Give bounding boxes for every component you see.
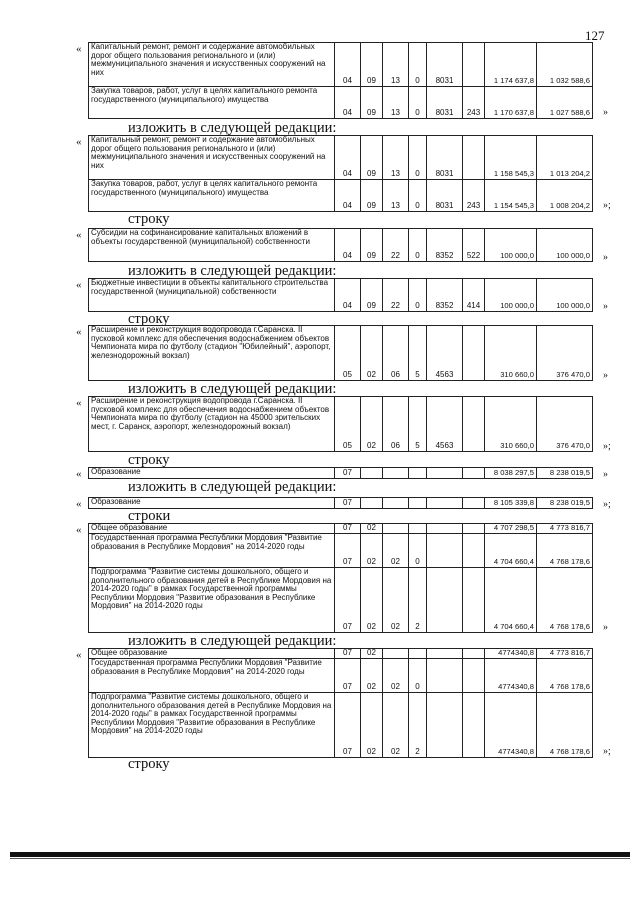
cell-expense-type-code: 522 [463,229,485,262]
cell-program-code: 02 [383,534,409,568]
cell-expense-type-code [463,397,485,452]
cell-amount-year2: 4 768 178,6 [537,568,593,633]
budget-table-revised-1 [88,135,593,212]
cell-amount-year2: 376 470,0 [537,326,593,381]
cell-amount-year2: 8 238 019,5 [537,468,593,479]
instruction-heading: строку [128,311,170,327]
cell-direction-code [427,649,463,659]
cell-direction-code [427,524,463,534]
cell-direction-code [427,534,463,568]
cell-direction-code: 8352 [427,229,463,262]
cell-direction-code [427,659,463,693]
open-quote: « [76,649,82,661]
table-row [89,693,593,758]
cell-direction-code: 8031 [427,180,463,212]
cell-amount-year2: 1 032 588,6 [537,43,593,87]
cell-program-code: 13 [383,136,409,180]
cell-amount-year1: 4774340,8 [485,649,537,659]
cell-subprogram-code [409,468,427,479]
bottom-border-rule [10,852,630,857]
cell-program-code [383,649,409,659]
cell-expense-type-code [463,649,485,659]
cell-section-code: 07 [335,568,361,633]
open-quote: « [76,279,82,291]
table-row [89,524,593,534]
cell-amount-year1: 4774340,8 [485,693,537,758]
cell-direction-code [427,693,463,758]
cell-subsection-code: 02 [361,326,383,381]
table-row [89,498,593,509]
close-quote: » [603,469,608,480]
close-quote: » [603,107,608,118]
cell-direction-code: 8031 [427,136,463,180]
cell-amount-year1: 1 158 545,3 [485,136,537,180]
close-quote: » [603,370,608,381]
cell-subprogram-code [409,524,427,534]
cell-subsection-code: 02 [361,659,383,693]
cell-subprogram-code: 0 [409,279,427,312]
cell-subsection-code [361,498,383,509]
cell-amount-year1: 100 000,0 [485,279,537,312]
open-quote: « [76,136,82,148]
cell-amount-year1: 4 704 660,4 [485,568,537,633]
table-row [89,397,593,452]
cell-direction-code: 8031 [427,43,463,87]
cell-subprogram-code [409,649,427,659]
cell-amount-year1: 8 105 339,8 [485,498,537,509]
cell-subsection-code: 02 [361,693,383,758]
cell-expense-type-code [463,136,485,180]
cell-section-code: 07 [335,649,361,659]
budget-table-revised-2 [88,278,593,312]
cell-subsection-code: 09 [361,180,383,212]
table-row [89,659,593,693]
cell-amount-year1: 1 154 545,3 [485,180,537,212]
instruction-heading: изложить в следующей редакции: [128,633,337,649]
cell-expense-name: Подпрограмма "Развитие системы дошкольного, общего и дополнительного образования детей в Республике Мордовия на 2014-2020 годы" в рамках Государственной программы Республики Мордовия "Развитие образования в Республике Мордовия" на 2014-2020 годы [89,568,335,633]
table-row [89,229,593,262]
budget-table-original-4 [88,467,593,479]
cell-subsection-code: 02 [361,568,383,633]
cell-expense-name: Подпрограмма "Развитие системы дошкольного, общего и дополнительного образования детей в Республике Мордовия на 2014-2020 годы" в рамках Государственной программы Республики Мордовия "Развитие образования в Республике Мордовия" на 2014-2020 годы [89,693,335,758]
instruction-heading: изложить в следующей редакции: [128,263,337,279]
cell-expense-name: Государственная программа Республики Мордовия "Развитие образования в Республике Мордовия" на 2014-2020 годы [89,659,335,693]
table-row [89,279,593,312]
cell-amount-year2: 1 013 204,2 [537,136,593,180]
cell-amount-year2: 100 000,0 [537,279,593,312]
cell-amount-year1: 310 660,0 [485,326,537,381]
cell-subprogram-code: 0 [409,87,427,119]
cell-subprogram-code: 5 [409,326,427,381]
cell-expense-name: Образование [89,498,335,509]
cell-section-code: 07 [335,659,361,693]
cell-program-code: 02 [383,659,409,693]
cell-expense-name: Образование [89,468,335,479]
cell-expense-name: Закупка товаров, работ, услуг в целях капитального ремонта государственного (муниципального) имущества [89,87,335,119]
cell-subsection-code [361,468,383,479]
close-quote: » [603,252,608,263]
table-row [89,136,593,180]
cell-expense-type-code [463,43,485,87]
instruction-heading: строки [128,508,171,524]
cell-program-code: 22 [383,229,409,262]
cell-amount-year1: 8 038 297,5 [485,468,537,479]
table-row [89,326,593,381]
cell-section-code: 04 [335,180,361,212]
cell-direction-code: 8352 [427,279,463,312]
cell-expense-type-code: 414 [463,279,485,312]
cell-program-code: 02 [383,693,409,758]
cell-amount-year2: 376 470,0 [537,397,593,452]
cell-amount-year1: 100 000,0 [485,229,537,262]
open-quote: « [76,498,82,510]
cell-direction-code: 8031 [427,87,463,119]
cell-program-code: 06 [383,397,409,452]
cell-direction-code [427,468,463,479]
table-row [89,43,593,87]
cell-expense-type-code [463,534,485,568]
cell-amount-year2: 4 773 816,7 [537,649,593,659]
cell-section-code: 04 [335,43,361,87]
cell-subprogram-code: 0 [409,229,427,262]
table-row [89,180,593,212]
cell-expense-type-code [463,693,485,758]
instruction-heading: строку [128,756,170,772]
cell-section-code: 04 [335,87,361,119]
cell-expense-type-code [463,659,485,693]
cell-amount-year2: 4 773 816,7 [537,524,593,534]
instruction-heading: изложить в следующей редакции: [128,479,337,495]
bottom-border-rule [10,858,630,859]
cell-section-code: 07 [335,534,361,568]
cell-subprogram-code: 0 [409,136,427,180]
page-number: 127 [585,28,605,43]
cell-amount-year1: 4774340,8 [485,659,537,693]
close-quote: »; [603,200,611,211]
cell-subprogram-code: 0 [409,43,427,87]
cell-section-code: 05 [335,397,361,452]
cell-expense-type-code: 243 [463,180,485,212]
cell-expense-name: Капитальный ремонт, ремонт и содержание автомобильных дорог общего пользования регионального и (или) межмуниципального значения и искусственных сооружений на них [89,43,335,87]
table-row [89,568,593,633]
cell-subprogram-code: 0 [409,180,427,212]
cell-amount-year2: 100 000,0 [537,229,593,262]
cell-section-code: 04 [335,136,361,180]
close-quote: »; [603,441,611,452]
close-quote: » [603,301,608,312]
cell-amount-year2: 1 008 204,2 [537,180,593,212]
cell-subprogram-code: 0 [409,534,427,568]
budget-table-original-1 [88,42,593,119]
cell-subsection-code: 09 [361,229,383,262]
cell-expense-name: Расширение и реконструкция водопровода г.Саранска. II пусковой комплекс для обеспечения водоснабжением объектов Чемпионата мира по футболу (стадион "Юбилейный", аэропорт, железнодорожный вокзал) [89,326,335,381]
cell-section-code: 04 [335,279,361,312]
cell-subsection-code: 09 [361,87,383,119]
cell-expense-name: Расширение и реконструкция водопровода г.Саранска. II пусковой комплекс для обеспечения водоснабжением объектов Чемпионата мира по футболу (стадион на 45000 зрительских мест, г. Саранск, аэропорт, железнодорожный вокзал) [89,397,335,452]
cell-subsection-code: 09 [361,279,383,312]
cell-expense-type-code [463,498,485,509]
instruction-heading: изложить в следующей редакции: [128,381,337,397]
instruction-heading: строку [128,452,170,468]
budget-table-original-5 [88,523,593,633]
cell-program-code [383,498,409,509]
open-quote: « [76,397,82,409]
cell-subprogram-code [409,498,427,509]
close-quote: »; [603,499,611,510]
cell-direction-code [427,568,463,633]
open-quote: « [76,229,82,241]
cell-expense-name: Бюджетные инвестиции в объекты капитального строительства государственной (муниципальной) собственности [89,279,335,312]
cell-program-code: 22 [383,279,409,312]
open-quote: « [76,524,82,536]
instruction-heading: строку [128,211,170,227]
open-quote: « [76,326,82,338]
close-quote: »; [603,746,611,757]
close-quote: » [603,622,608,633]
cell-expense-name: Капитальный ремонт, ремонт и содержание автомобильных дорог общего пользования регионального и (или) межмуниципального значения и искусственных сооружений на них [89,136,335,180]
cell-subprogram-code: 2 [409,693,427,758]
cell-program-code: 13 [383,180,409,212]
cell-amount-year2: 1 027 588,6 [537,87,593,119]
cell-program-code: 02 [383,568,409,633]
cell-section-code: 07 [335,524,361,534]
cell-expense-name: Субсидии на софинансирование капитальных вложений в объекты государственной (муниципальной) собственности [89,229,335,262]
cell-amount-year1: 1 174 637,8 [485,43,537,87]
cell-amount-year1: 4 707 298,5 [485,524,537,534]
cell-program-code: 13 [383,43,409,87]
cell-subprogram-code: 0 [409,659,427,693]
cell-expense-type-code: 243 [463,87,485,119]
table-row [89,649,593,659]
cell-subprogram-code: 2 [409,568,427,633]
cell-expense-name: Закупка товаров, работ, услуг в целях капитального ремонта государственного (муниципального) имущества [89,180,335,212]
cell-expense-type-code [463,326,485,381]
cell-direction-code: 4563 [427,397,463,452]
cell-section-code: 07 [335,498,361,509]
cell-subsection-code: 02 [361,534,383,568]
cell-subsection-code: 02 [361,649,383,659]
cell-subsection-code: 02 [361,397,383,452]
cell-expense-type-code [463,568,485,633]
cell-expense-type-code [463,524,485,534]
cell-subsection-code: 02 [361,524,383,534]
cell-program-code: 06 [383,326,409,381]
cell-program-code [383,524,409,534]
cell-expense-name: Государственная программа Республики Мордовия "Развитие образования в Республике Мордовия" на 2014-2020 годы [89,534,335,568]
cell-direction-code [427,498,463,509]
cell-expense-name: Общее образование [89,649,335,659]
cell-program-code [383,468,409,479]
cell-amount-year2: 4 768 178,6 [537,534,593,568]
cell-amount-year1: 310 660,0 [485,397,537,452]
cell-amount-year2: 4 768 178,6 [537,659,593,693]
budget-table-original-3 [88,325,593,381]
table-row [89,87,593,119]
cell-section-code: 04 [335,229,361,262]
cell-subprogram-code: 5 [409,397,427,452]
cell-section-code: 07 [335,468,361,479]
cell-section-code: 05 [335,326,361,381]
cell-program-code: 13 [383,87,409,119]
cell-subsection-code: 09 [361,43,383,87]
budget-table-revised-3 [88,396,593,452]
cell-amount-year2: 4 768 178,6 [537,693,593,758]
cell-amount-year1: 1 170 637,8 [485,87,537,119]
cell-expense-type-code [463,468,485,479]
cell-expense-name: Общее образование [89,524,335,534]
open-quote: « [76,468,82,480]
cell-amount-year1: 4 704 660,4 [485,534,537,568]
cell-subsection-code: 09 [361,136,383,180]
cell-amount-year2: 8 238 019,5 [537,498,593,509]
budget-table-revised-5 [88,648,593,758]
cell-section-code: 07 [335,693,361,758]
table-row [89,468,593,479]
open-quote: « [76,43,82,55]
cell-direction-code: 4563 [427,326,463,381]
instruction-heading: изложить в следующей редакции: [128,120,337,136]
table-row [89,534,593,568]
budget-table-original-2 [88,228,593,262]
